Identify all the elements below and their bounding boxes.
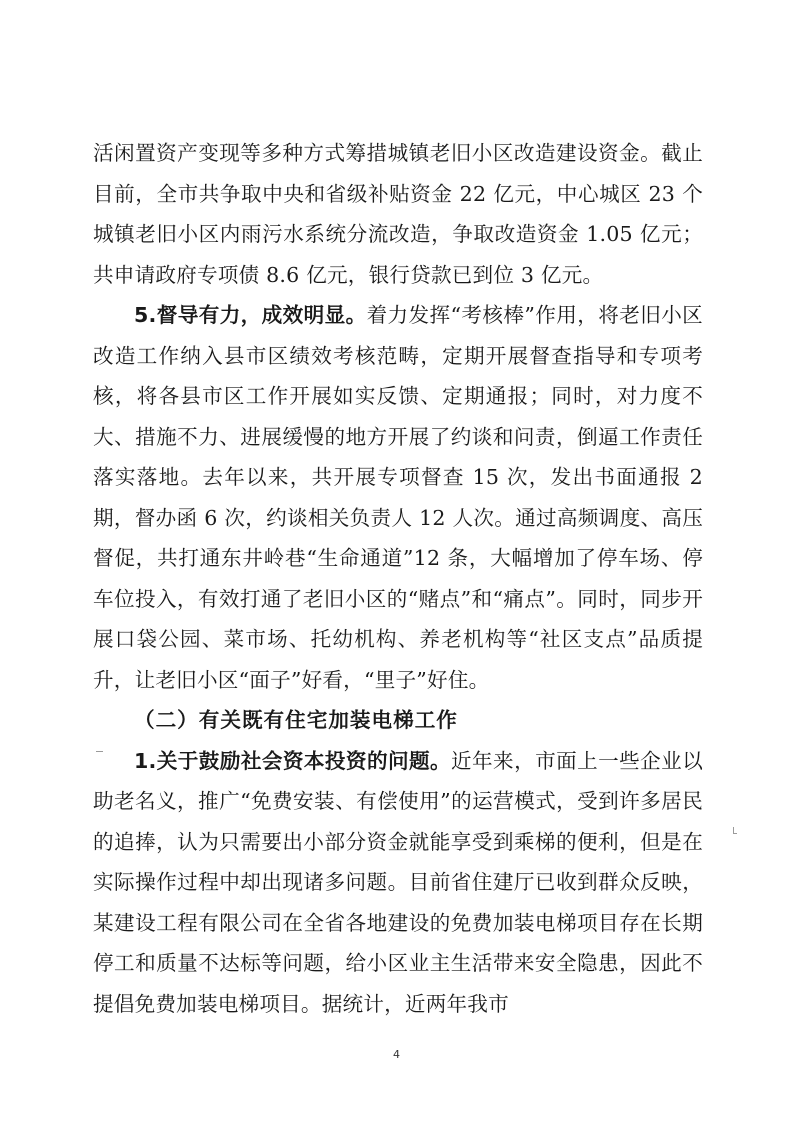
section-heading-elevator: （二）有关既有住宅加装电梯工作 (134, 708, 458, 732)
scan-artifact (96, 751, 103, 752)
document-body (93, 133, 703, 1024)
paragraph-social-capital (93, 741, 703, 1025)
paragraph-supervision (93, 295, 703, 700)
paragraph-text: 着力发挥“考核棒”作用，将老旧小区改造工作纳入县市区绩效考核范畴，定期开展督查指导和专项考核，将各县市区工作开展如实反馈、定期通报；同时，对力度不大、措施不力、进展缓慢的地方开展了约谈和问责，倒逼工作责任落实落地。去年以来，共开展专项督查 15 次，发出书面通报 2 期，督办函 6 次，约谈相关负责人 12 人次。通过高频调度、高压督促，共打通东井岭巷“生命通道”12 条，大幅增加了停车场、停车位投入，有效打通了老旧小区的“赌点”和“痛点”。同时，同步开展口袋公园、菜市场、托幼机构、养老机构等“社区支点”品质提升，让老旧小区“面子”好看，“里子”好住。 (93, 303, 703, 692)
scan-artifact (733, 833, 737, 834)
paragraph-lead: 5.督导有力，成效明显。 (134, 303, 367, 327)
paragraph-funding-continued (93, 133, 703, 295)
page-number: 4 (393, 1048, 400, 1061)
paragraph-lead: 1.关于鼓励社会资本投资的问题。 (134, 748, 452, 773)
paragraph-text: 活闲置资产变现等多种方式筹措城镇老旧小区改造建设资金。截止目前，全市共争取中央和省级补贴资金 22 亿元，中心城区 23 个城镇老旧小区内雨污水系统分流改造，争取改造资金 1.05 亿元；共申请政府专项债 8.6 亿元，银行贷款已到位 3 亿元。 (93, 141, 703, 287)
paragraph-text: 近年来，市面上一些企业以助老名义，推广“免费安装、有偿使用”的运营模式，受到许多居民的追捧，认为只需要出小部分资金就能享受到乘梯的便利，但是在实际操作过程中却出现诸多问题。目前省住建厅已收到群众反映，某建设工程有限公司在全省各地建设的免费加装电梯项目存在长期停工和质量不达标等问题，给小区业主生活带来安全隐患，因此不提倡免费加装电梯项目。据统计，近两年我市 (93, 748, 703, 1016)
